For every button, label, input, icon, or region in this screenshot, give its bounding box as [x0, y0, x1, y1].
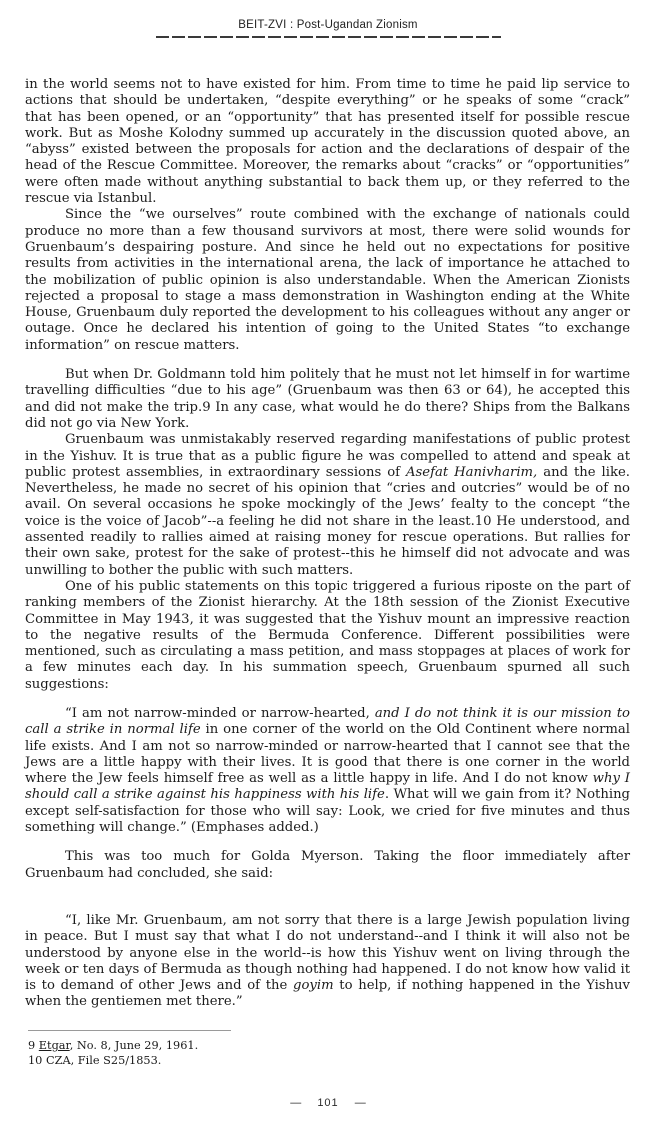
text-segment: Gruenbaum was unmistakably reserved regarding manifestations of public protest in the Yishuv. It is true that as a public figure he was compelled to attend and speak at public protest assemblies, in extraordinary sessions of — [25, 432, 630, 480]
footer-dash-left: — — [290, 1097, 302, 1109]
paragraph — [25, 432, 630, 579]
paragraph — [25, 849, 630, 882]
emphasis-text: goyim — [293, 978, 334, 994]
text-segment: This was too much for Golda Myerson. Taking the floor immediately after Gruenbaum had concluded, she said: — [25, 849, 630, 881]
page-header — [0, 0, 656, 38]
footer-dash-right: — — [354, 1097, 366, 1109]
footnote-divider-rule — [28, 1030, 231, 1031]
text-segment: One of his public statements on this topic triggered a furious riposte on the part of ranking members of the Zionist hierarchy. At the 18th session of the Zionist Executive Committee in May 1943, it was suggested that the Yishuv mount an impressive reaction to the negative results of the Bermuda Conference. Different possibilities were mentioned, such as circulating a mass petition, and mass stoppages at places of work for a few minutes each day. In his summation speech, Gruenbaum spurned all such suggestions: — [25, 578, 630, 692]
text-segment: . What will we gain from it? Nothing except self-satisfaction for those who will say: Look, we cried for five minutes and thus something will change.” (Emphases added.) — [25, 787, 631, 836]
text-segment: Since the “we ourselves” route combined with the exchange of nationals could produce no more than a few thousand survivors at most, there were solid wounds for Gruenbaum’s despairing posture. And since he held out no expectations for positive results from activities in the international arena, the lack of importance he attached to the mobilization of public opinion is also understandable. When the American Zionists rejected a proposal to stage a mass demonstration in Washington ending at the White House, Gruenbaum duly reported the development to his colleagues without any anger or outage. Once he declared his intention of going to the United States “to exchange information” on rescue matters. — [25, 207, 630, 353]
text-segment: and the like. Nevertheless, he made no secret of his opinion that “cries and outcries” would be of no avail. On several occasions he spoke mockingly of the Jews’ fealty to the concept “the voice is the voice of Jacob”--a feeling he did not share in the least.10 He understood, and assented readily to rallies aimed at raising money for rescue operations. But rallies for their own sake, protest for the sake of protest--this he himself did not advocate and was unwilling to bother the public with such matters. — [25, 464, 630, 578]
text-segment: in one corner of the world on the Old Continent where normal life exists. And I am not so narrow-minded or narrow-hearted that I cannot see that the Jews are a little happy with their lives. It is good that there is one corner in the world where the Jew feels himself free as well as a little happy in life. And I do not know — [25, 722, 630, 787]
text-segment: in the world seems not to have existed for him. From time to time he paid lip service to actions that should be undertaken, “despite everything” or he speaks of some “crack” that has been opened, or an “opportunity” that has presented itself for possible rescue work. But as Moshe Kolodny summed up accurately in the discussion quoted above, an “abyss” existed between the proposals for action and the declarations of despair of the head of the Rescue Committee. Moreover, the remarks about “cracks” or “opportunities” were often made without anything substantial to back them up, or they referred to the rescue via Istanbul. — [25, 77, 630, 207]
text-segment: “I am not narrow-minded or narrow-hearted, — [65, 705, 375, 721]
footnotes — [28, 1038, 628, 1068]
text-segment: to help, if nothing happened in the Yishuv when the gentiemen met there.” — [25, 978, 630, 1010]
paragraph — [25, 579, 630, 693]
footnote-9 — [28, 1038, 628, 1053]
underlined-text: Etgar — [38, 1039, 70, 1052]
text-segment: , No. 8, June 29, 1961. — [69, 1039, 199, 1052]
paragraph — [25, 367, 630, 432]
emphasis-text: why I should call a strike against his happiness with his life — [25, 771, 630, 803]
footnote-10 — [28, 1053, 628, 1068]
emphasis-text: and I do not think it is our mission to call a strike in normal life — [25, 705, 630, 738]
body-text — [25, 77, 630, 1011]
page-footer — [0, 1097, 656, 1109]
block-quote — [25, 706, 630, 836]
text-segment: 9 — [28, 1039, 39, 1052]
text-segment: 10 CZA, File S25/1853. — [28, 1054, 162, 1067]
paragraph — [25, 207, 630, 354]
paragraph-continued — [25, 77, 630, 207]
emphasis-text: Asefat Hanivharim, — [406, 464, 538, 480]
block-quote — [25, 913, 630, 1011]
running-head-title: BEIT-ZVI : Post-Ugandan Zionism — [238, 19, 418, 31]
text-segment: “I, like Mr. Gruenbaum, am not sorry that there is a large Jewish population living in peace. But I must say that what I do not understand--and I think it will also not be understood by anyone else in the world--is how this Yishuv went on living through the week or ten days of Bermuda as though nothing had happened. I do not know how valid it is to demand of other Jews and of the — [25, 912, 630, 994]
text-segment: But when Dr. Goldmann told him politely that he must not let himself in for wartime travelling difficulties “due to his age” (Gruenbaum was then 63 or 64), he accepted this and did not make the trip.9 In any case, what would he do there? Ships from the Balkans did not go via New York. — [25, 367, 630, 431]
footnote-area — [28, 1030, 628, 1068]
header-dashed-rule — [156, 36, 501, 38]
page-number: 101 — [317, 1097, 339, 1109]
